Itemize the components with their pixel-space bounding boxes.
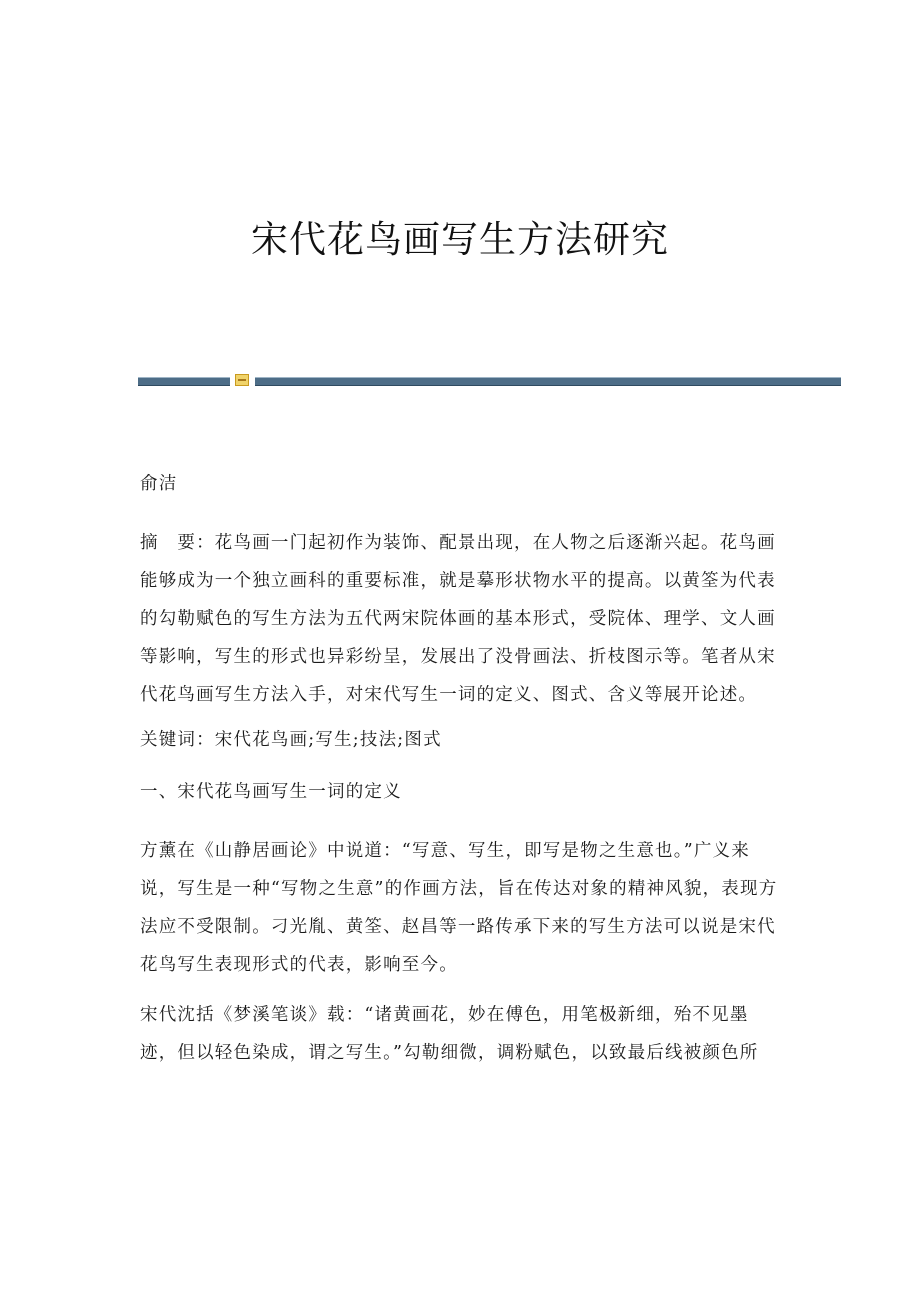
author-name: 俞洁 bbox=[140, 474, 178, 494]
keywords: 关键词：宋代花鸟画;写生;技法;图式 bbox=[140, 730, 442, 750]
paper-body bbox=[140, 470, 780, 1072]
body-paragraph-1: 方薰在《山静居画论》中说道：“写意、写生，即写是物之生意也。”广义来说，写生是一种“写物之生意”的作画方法，旨在传达对象的精神风貌，表现方法应不受限制。刁光胤、黄筌、赵昌等一路传承下来的写生方法可以说是宋代花鸟写生表现形式的代表，影响至今。 bbox=[140, 841, 778, 975]
body-paragraph-2: 宋代沈括《梦溪笔谈》载：“诸黄画花，妙在傅色，用笔极新细，殆不见墨迹，但以轻色染成，谓之写生。”勾勒细微，调粉赋色，以致最后线被颜色所 bbox=[140, 1005, 759, 1063]
divider-bar-left bbox=[138, 377, 230, 386]
section-heading: 一、宋代花鸟画写生一词的定义 bbox=[140, 782, 402, 802]
divider-ornament-icon bbox=[235, 374, 249, 386]
paper-title: 宋代花鸟画写生方法研究 bbox=[251, 218, 669, 261]
divider-bar-right bbox=[255, 377, 841, 386]
abstract: 摘 要：花鸟画一门起初作为装饰、配景出现，在人物之后逐渐兴起。花鸟画能够成为一个独立画科的重要标准，就是摹形状物水平的提高。以黄筌为代表的勾勒赋色的写生方法为五代两宋院体画的基本形式，受院体、理学、文人画等影响，写生的形式也异彩纷呈，发展出了没骨画法、折枝图示等。笔者从宋代花鸟画写生方法入手，对宋代写生一词的定义、图式、含义等展开论述。 bbox=[140, 533, 776, 705]
title-divider bbox=[138, 374, 841, 386]
